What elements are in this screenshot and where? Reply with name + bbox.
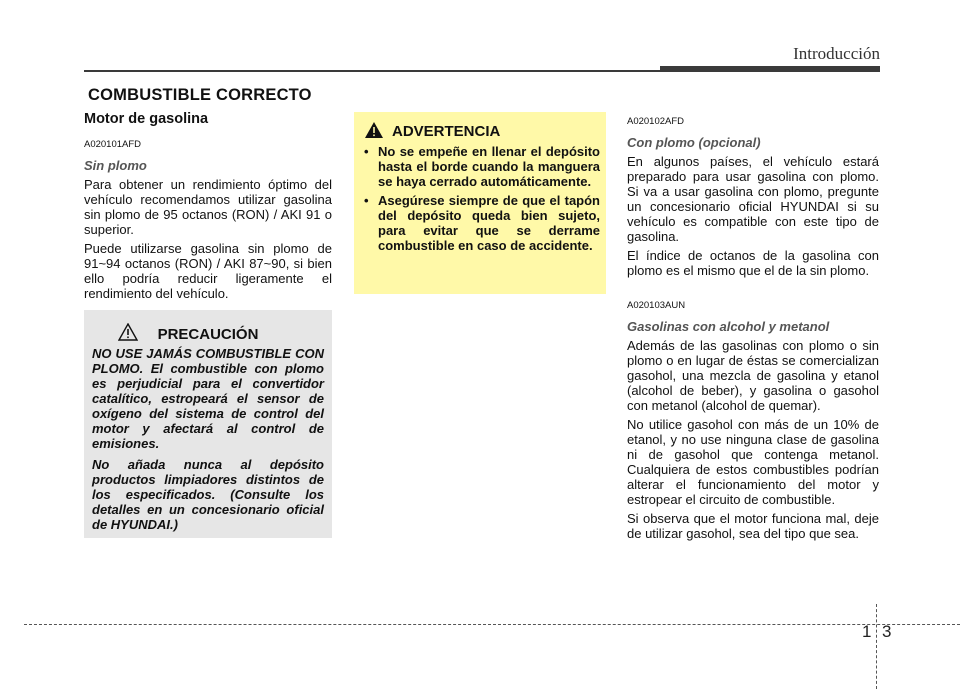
section-code: A020102AFD [627, 116, 685, 127]
subheading-gasolinas-alcohol: Gasolinas con alcohol y metanol [627, 319, 830, 334]
warning-item: • No se empeñe en llenar el depósito hasta el borde cuando la manguera se haya cerrado automáticamente. [364, 144, 600, 189]
subheading-sin-plomo: Sin plomo [84, 158, 147, 173]
section-title: COMBUSTIBLE CORRECTO [88, 86, 312, 104]
warning-box [354, 112, 606, 294]
footer-rule [24, 624, 960, 625]
warning-item: • Asegúrese siempre de que el tapón del depósito queda bien sujeto, para evitar que se derrame combustible en caso de accidente. [364, 193, 600, 253]
precaution-box [84, 310, 332, 538]
heading-motor-gasolina: Motor de gasolina [84, 111, 209, 127]
chapter-number: 1 [862, 622, 872, 641]
header-title: Introducción [793, 44, 880, 63]
warning-list [364, 144, 600, 257]
precaution-paragraph: No añada nunca al depósito productos limpiadores distintos de los especificados. (Consulte los detalles en un concesionario oficial de HYUNDAI.) [92, 457, 324, 532]
page-number: 3 [882, 622, 892, 641]
paragraph: En algunos países, el vehículo estará preparado para usar gasolina con plomo. Si va a usar gasolina con plomo, pregunte un concesionario oficial HYUNDAI si su vehículo es compatible con este tipo de gasolina. [627, 154, 879, 244]
right-column [627, 114, 879, 545]
header-bar [660, 66, 880, 72]
left-column [84, 112, 332, 305]
subheading-con-plomo: Con plomo (opcional) [627, 135, 761, 150]
warning-triangle-icon [364, 121, 384, 139]
precaution-title: PRECAUCIÓN [157, 326, 259, 343]
paragraph: Puede utilizarse gasolina sin plomo de 91~94 octanos (RON) / AKI 87~90, si bien ello podría reducir ligeramente el rendimiento del vehículo. [84, 241, 332, 301]
paragraph: Además de las gasolinas con plomo o sin plomo o en lugar de éstas se comercializan gasohol, una mezcla de gasolina y etanol (alcohol de beber), y gasolina o gasohol con metanol (alcohol de quemar). [627, 338, 879, 413]
page-divider [876, 604, 877, 689]
section-code: A020101AFD [84, 139, 142, 150]
warning-title: ADVERTENCIA [392, 123, 501, 140]
section-code: A020103AUN [627, 300, 686, 311]
paragraph: El índice de octanos de la gasolina con plomo es el mismo que el de la sin plomo. [627, 248, 879, 278]
precaution-paragraph: NO USE JAMÁS COMBUSTIBLE CON PLOMO. El combustible con plomo es perjudicial para el convertidor catalítico, estropeará el sensor de oxígeno del sistema de control del motor y afectará al control de emisiones. [92, 346, 324, 451]
paragraph: Si observa que el motor funciona mal, deje de utilizar gasohol, sea del tipo que sea. [627, 511, 879, 541]
paragraph: No utilice gasohol con más de un 10% de etanol, y no use ninguna clase de gasolina ni de gasohol que contenga metanol. Cualquiera de estos combustibles podrían alterar el funcionamiento del motor y estropear el circuito de combustible. [627, 417, 879, 507]
paragraph: Para obtener un rendimiento óptimo del vehículo recomendamos utilizar gasolina sin plomo de 95 octanos (RON) / AKI 91 o superior. [84, 177, 332, 237]
